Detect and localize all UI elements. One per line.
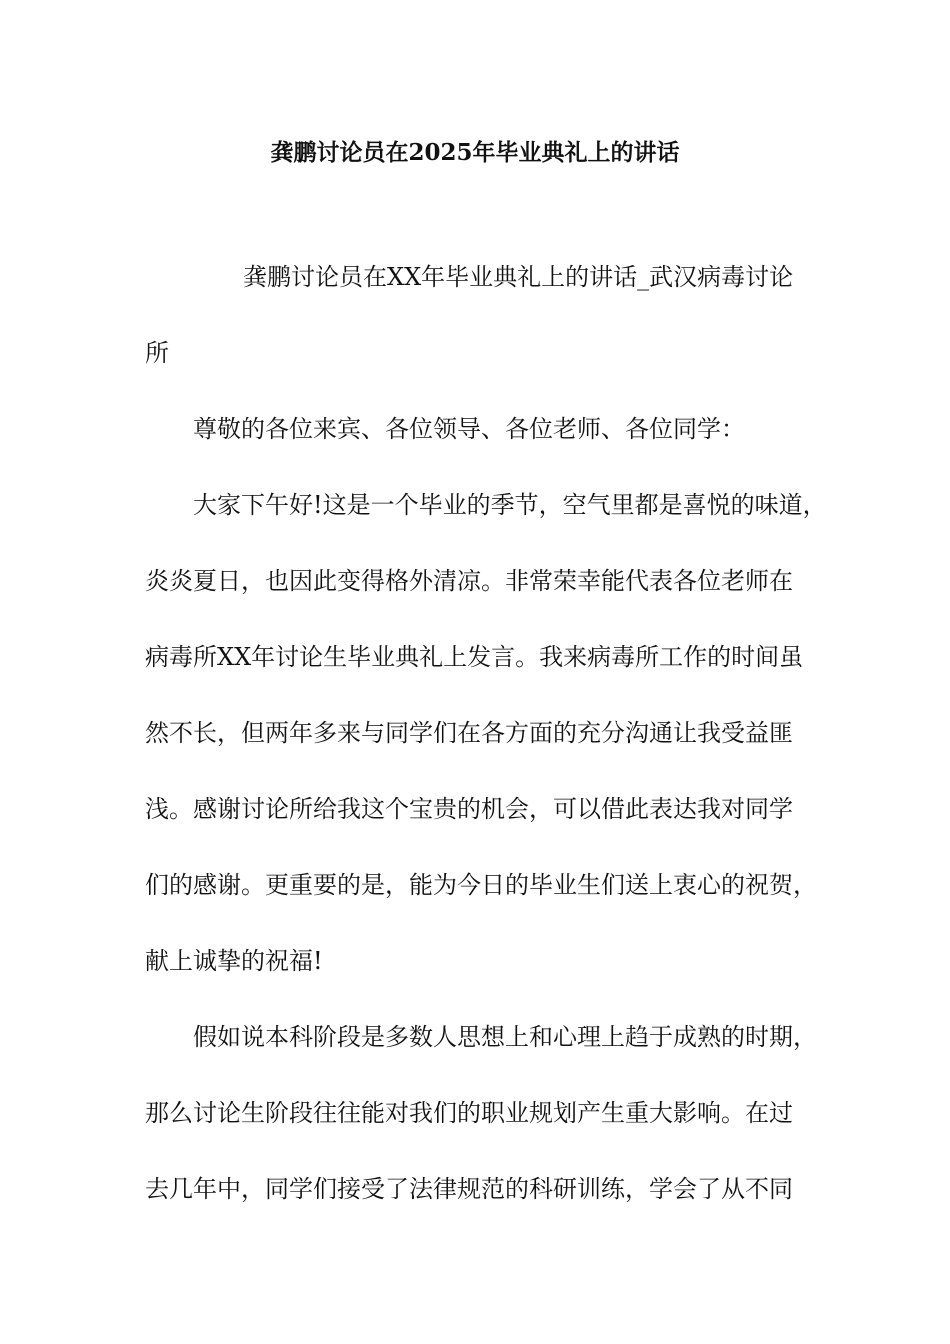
- paragraph-line: 那么讨论生阶段往往能对我们的职业规划产生重大影响。在过: [145, 1099, 793, 1127]
- paragraph-line: 献上诚挚的祝福!: [145, 947, 323, 975]
- paragraph-line: 炎炎夏日，也因此变得格外清凉。非常荣幸能代表各位老师在: [145, 567, 793, 595]
- paragraph-line: 浅。感谢讨论所给我这个宝贵的机会，可以借此表达我对同学: [145, 795, 793, 823]
- subtitle-line: 所: [145, 339, 169, 367]
- paragraph-line: 假如说本科阶段是多数人思想上和心理上趋于成熟的时期，: [193, 1023, 817, 1051]
- paragraph-line: 大家下午好!这是一个毕业的季节，空气里都是喜悦的味道，: [193, 491, 827, 519]
- paragraph-line: 们的感谢。更重要的是，能为今日的毕业生们送上衷心的祝贺，: [145, 871, 817, 899]
- salutation: 尊敬的各位来宾、各位领导、各位老师、各位同学：: [193, 415, 745, 443]
- paragraph-line: 然不长，但两年多来与同学们在各方面的充分沟通让我受益匪: [145, 719, 793, 747]
- document-title: 龚鹏讨论员在2025年毕业典礼上的讲话: [270, 139, 680, 166]
- subtitle-line: 龚鹏讨论员在XX年毕业典礼上的讲话_武汉病毒讨论: [243, 263, 794, 291]
- paragraph-line: 病毒所XX年讨论生毕业典礼上发言。我来病毒所工作的时间虽: [145, 643, 804, 671]
- paragraph-line: 去几年中，同学们接受了法律规范的科研训练，学会了从不同: [145, 1175, 793, 1203]
